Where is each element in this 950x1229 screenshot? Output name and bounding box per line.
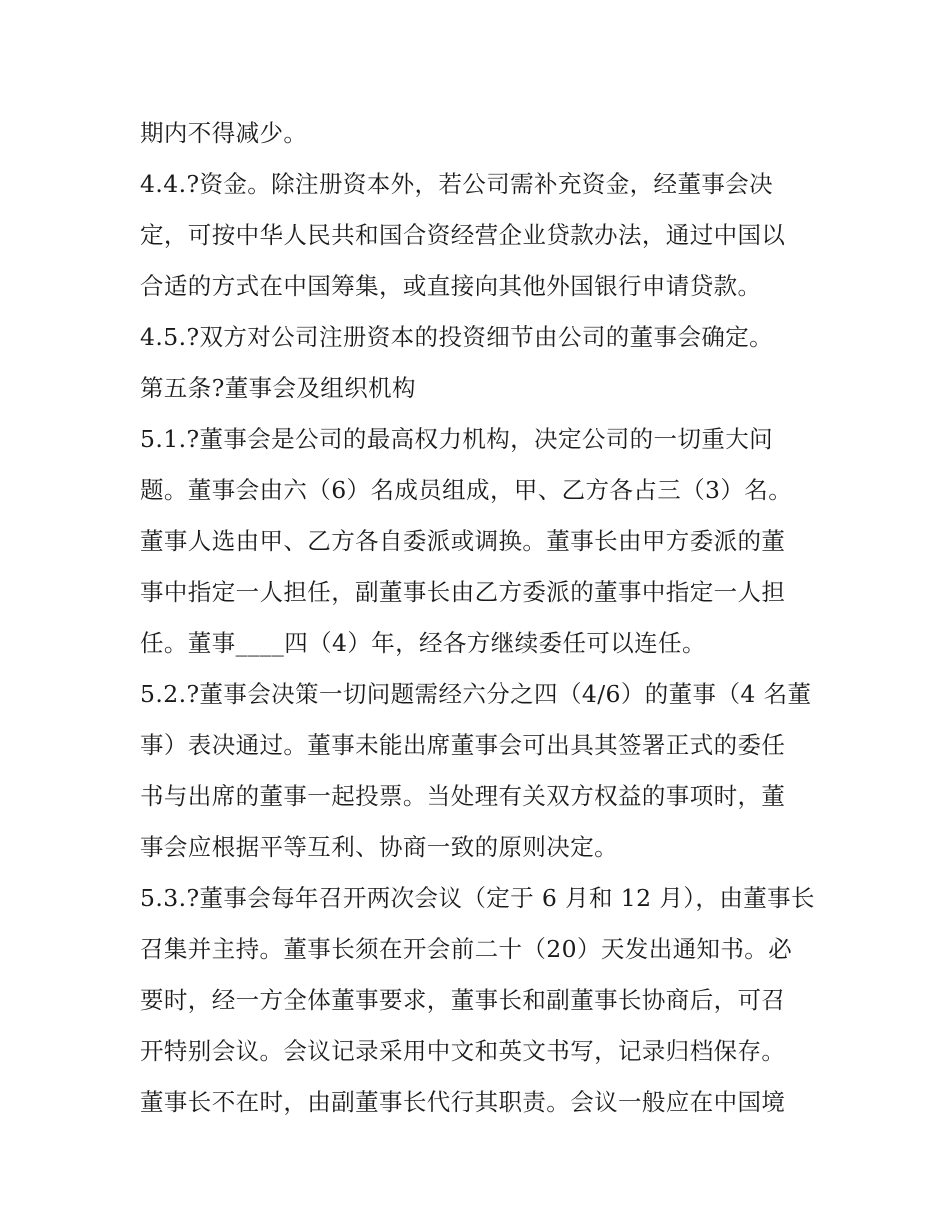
- text-line: 事中指定一人担任，副董事长由乙方委派的董事中指定一人担: [140, 578, 786, 606]
- text-line: 4.4.?资金。除注册资本外，若公司需补充资金，经董事会决: [140, 170, 774, 198]
- text-line: 召集并主持。董事长须在开会前二十（20）天发出通知书。必: [140, 935, 793, 963]
- document-body: [140, 108, 820, 1128]
- text-line: 董事人选由甲、乙方各自委派或调换。董事长由甲方委派的董: [140, 527, 786, 555]
- text-line: 题。董事会由六（6）名成员组成，甲、乙方各占三（3）名。: [140, 476, 793, 504]
- text-line: 董事长不在时，由副董事长代行其职责。会议一般应在中国境: [140, 1088, 786, 1116]
- text-line: 期内不得减少。: [140, 119, 308, 147]
- text-line: 任。董事____四（4）年，经各方继续委任可以连任。: [140, 629, 706, 657]
- text-line: 事会应根据平等互利、协商一致的原则决定。: [140, 833, 618, 861]
- text-line: 4.5.?双方对公司注册资本的投资细节由公司的董事会确定。: [140, 323, 774, 351]
- text-line: 5.1.?董事会是公司的最高权力机构，决定公司的一切重大问: [140, 425, 774, 453]
- text-line: 开特别会议。会议记录采用中文和英文书写，记录归档保存。: [140, 1037, 786, 1065]
- text-line: 5.3.?董事会每年召开两次会议（定于 6 月和 12 月），由董事长: [140, 884, 815, 912]
- text-line: 5.2.?董事会决策一切问题需经六分之四（4/6）的董事（4 名董: [140, 680, 812, 708]
- text-line: 定，可按中华人民共和国合资经营企业贷款办法，通过中国以: [140, 221, 786, 249]
- text-line: 合适的方式在中国筹集，或直接向其他外国银行申请贷款。: [140, 272, 762, 300]
- text-line: 书与出席的董事一起投票。当处理有关双方权益的事项时，董: [140, 782, 786, 810]
- text-line: 事）表决通过。董事未能出席董事会可出具其签署正式的委任: [140, 731, 786, 759]
- text-line: 要时，经一方全体董事要求，董事长和副董事长协商后，可召: [140, 986, 786, 1014]
- section-heading: 第五条?董事会及组织机构: [140, 374, 416, 402]
